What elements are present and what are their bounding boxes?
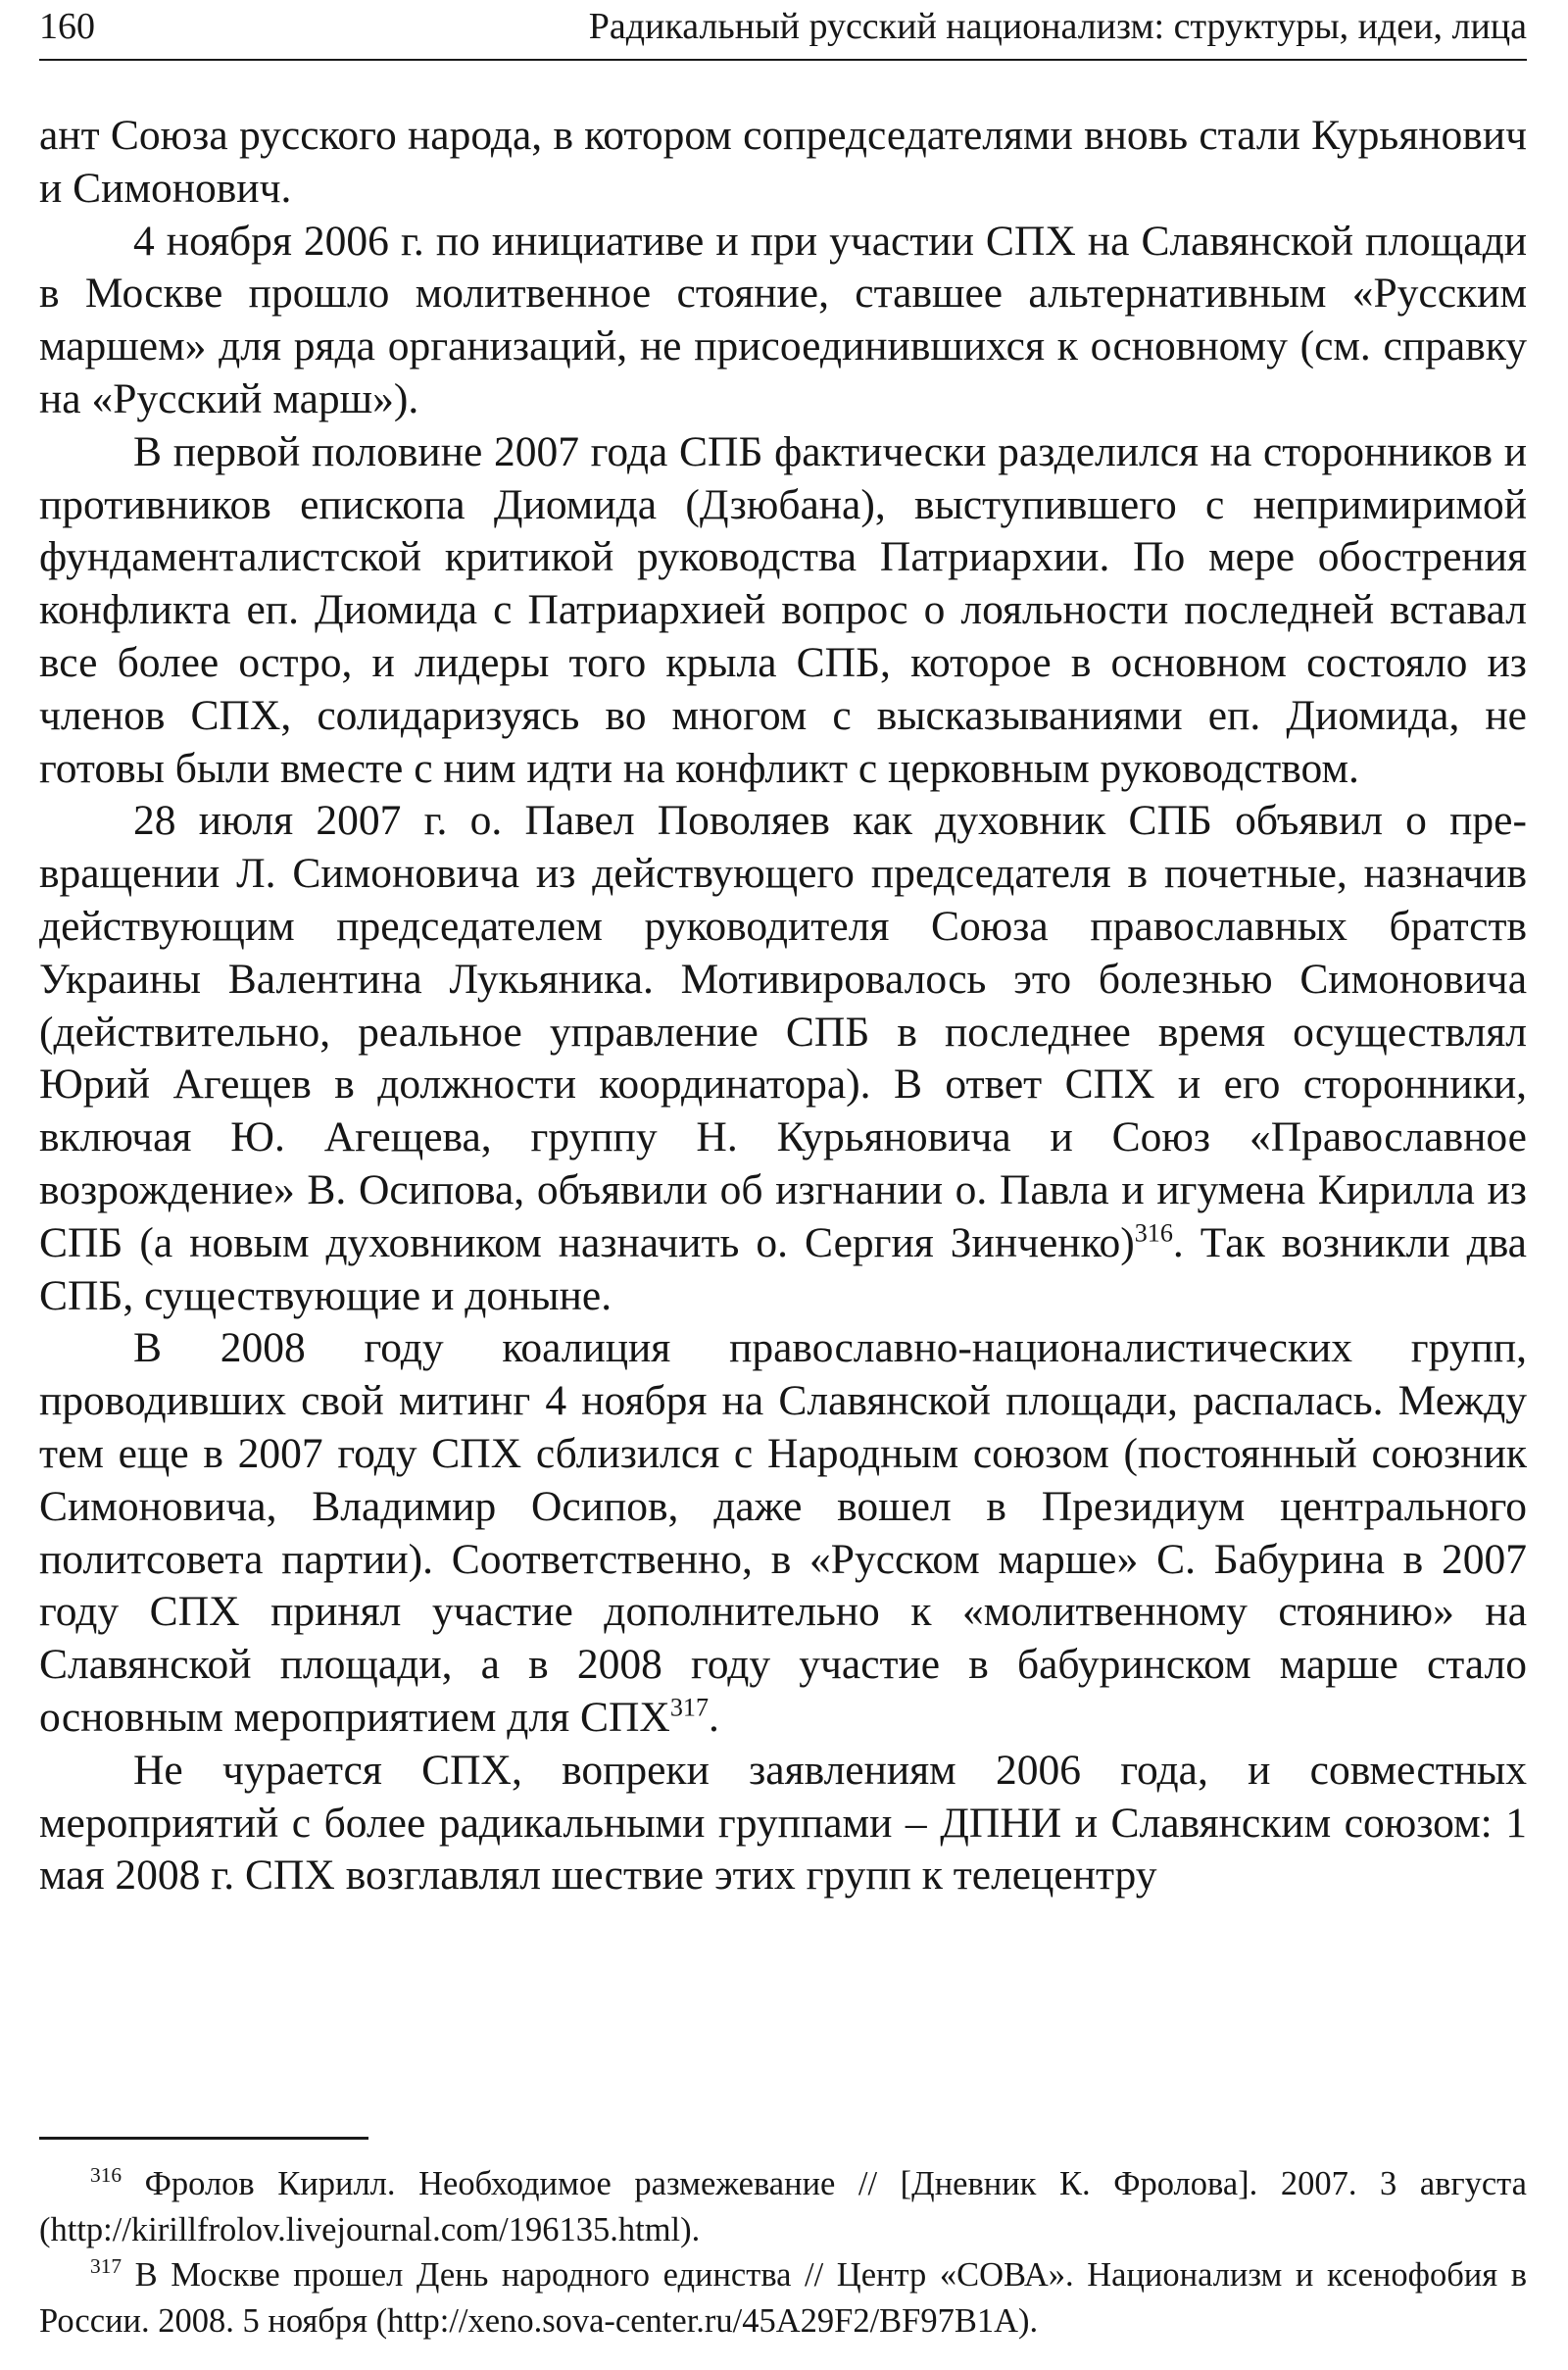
paragraph-text: 4 ноября 2006 г. по инициативе и при участии СПХ на Славянской площади в Москве прошло молитвенное стояние, ставшее альтернативным «Русским маршем» для ряда организаций, не присоединившихся к основному (см. справку на «Русский марш»). bbox=[39, 217, 1527, 422]
paragraph bbox=[39, 1745, 1527, 1902]
footnote-text: В Москве прошел День народного единства // Центр «СОВА». Национализм и ксенофобия в России. 2008. 5 ноября (http://xeno.sova-center.ru/45A29F2/BF97B1A). bbox=[39, 2256, 1527, 2340]
running-header bbox=[39, 0, 1527, 61]
footnote-number: 317 bbox=[90, 2254, 122, 2279]
paragraph-text-continued: . bbox=[708, 1693, 719, 1741]
footnotes bbox=[39, 2161, 1527, 2344]
paragraph bbox=[39, 1322, 1527, 1744]
footnote-separator bbox=[39, 2137, 368, 2140]
footnote-reference[interactable]: 317 bbox=[669, 1693, 709, 1722]
footnote bbox=[39, 2161, 1527, 2252]
paragraph-text: В 2008 году коалиция православно-националистических групп, проводивших свой митинг 4 ноября на Славянской площади, распалась. Между тем еще в 2007 году СПХ сблизился с Народным союзом (постоянный союзник Симоновича, Владимир Осипов, даже вошел в Президиум центрального политсовета партии). Соответственно, в «Русском марше» С. Бабурина в 2007 году СПХ принял участие дополнительно к «молитвенному стоянию» на Славянской площади, а в 2008 году участие в бабуринском марше стало основным мероприятием для СПХ bbox=[39, 1324, 1527, 1741]
paragraph bbox=[39, 216, 1527, 426]
paragraph bbox=[39, 110, 1527, 216]
paragraph-text: ант Союза русского народа, в котором сопредседателями вновь стали Курьянович и Симонович. bbox=[39, 112, 1527, 212]
paragraph bbox=[39, 795, 1527, 1322]
page-number: 160 bbox=[39, 6, 95, 47]
paragraph-text: 28 июля 2007 г. о. Павел Поволяев как духовник СПБ объявил о превращении Л. Симоновича из действующего председателя в почетные, назначив действующим председателем руководителя Союза православных братств Украины Валентина Лукьяника. Мотивировалось это болезнью Симоновича (действительно, реальное управление СПБ в последнее время осуществлял Юрий Агещев в должности координатора). В ответ СПХ и его сторонники, включая Ю. Агещева, группу Н. Курьяновича и Союз «Православное возрождение» В. Осипова, объявили об изгнании о. Павла и игумена Кирилла из СПБ (а новым духовником назначить о. Сергия Зинченко) bbox=[39, 797, 1527, 1266]
paragraph-text: В первой половине 2007 года СПБ фактически разделился на сторонников и противников епископа Диомида (Дзюбана), выступившего с непримиримой фундаменталистской критикой руководства Патриархии. По мере обострения конфликта еп. Диомида с Патриархией вопрос о лояльности последней вставал все более остро, и лидеры того крыла СПБ, которое в основном состояло из членов СПХ, солидаризуясь во многом с высказываниями еп. Диомида, не готовы были вместе с ним идти на конфликт с церковным руководством. bbox=[39, 427, 1527, 792]
paragraph-text-continued: . Так возникли два СПБ, существующие и доныне. bbox=[39, 1218, 1527, 1319]
footnote-number: 316 bbox=[90, 2163, 122, 2188]
body-text bbox=[39, 110, 1527, 1902]
footnote-reference[interactable]: 316 bbox=[1134, 1218, 1173, 1248]
running-title: Радикальный русский национализм: структуры, идеи, лица bbox=[588, 6, 1527, 47]
footnote bbox=[39, 2252, 1527, 2344]
paragraph-text: Не чурается СПХ, вопреки заявлениям 2006 года, и совместных мероприятий с более радикальными группами – ДПНИ и Славянским союзом: 1 мая 2008 г. СПХ возглавлял шествие этих групп к телецентру bbox=[39, 1746, 1527, 1900]
footnote-text: Фролов Кирилл. Необходимое размежевание // [Дневник К. Фролова]. 2007. 3 августа (http://kirillfrolov.livejournal.com/196135.html). bbox=[39, 2165, 1527, 2248]
paragraph bbox=[39, 426, 1527, 796]
